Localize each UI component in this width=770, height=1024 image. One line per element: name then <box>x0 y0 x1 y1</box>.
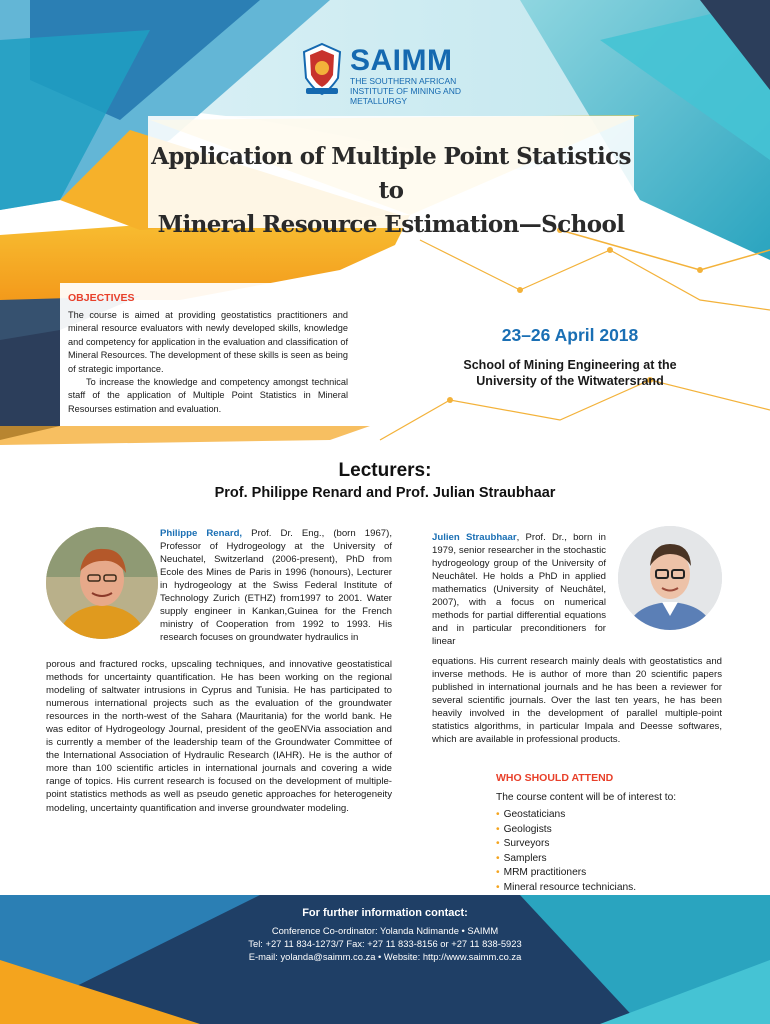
bullet-icon: • <box>496 867 500 879</box>
page-title: Application of Multiple Point Statistics to Mineral Resource Estimation—School <box>151 143 631 238</box>
bio-straubhaar-text: , Prof. Dr., born in 1979, senior researcher in the stochastic hydrogeology group of the University of Neuchâtel. He holds a PhD in applied mathematics (University of Neuchâtel, 2007), with a focus on numerical methods for partial differential equations and in particular preconditioners for linear <box>432 532 606 648</box>
objectives-heading: OBJECTIVES <box>68 292 135 304</box>
bullet-icon: • <box>496 809 500 820</box>
list-item: • MRM practitioners <box>496 867 587 879</box>
lecturers-names: Prof. Philippe Renard and Prof. Julian Straubhaar <box>214 485 556 501</box>
logo-brand: SAIMM <box>350 44 453 77</box>
list-item: • Geologists <box>496 823 552 835</box>
event-venue: School of Mining Engineering at the University of the Witwatersrand <box>463 358 677 388</box>
attend-heading: WHO SHOULD ATTEND <box>496 772 614 784</box>
crest-icon <box>300 42 344 96</box>
logo-subtitle: THE SOUTHERN AFRICAN INSTITUTE OF MINING AND METALLURGY <box>350 76 461 106</box>
bullet-icon: • <box>496 881 500 893</box>
list-item: • Samplers <box>496 852 547 864</box>
contact-heading: For further information contact: <box>302 907 468 919</box>
contact-phone: Tel: +27 11 834-1273/7 Fax: +27 11 833-8156 or +27 11 838-5923 <box>248 938 522 949</box>
objectives-para2: To increase the knowledge and competency amongst technical staff of the application of Multiple Point Statistics in Mineral Resourses estimation and evaluation. <box>68 377 348 414</box>
bio-renard-name: Philippe Renard, <box>160 528 243 539</box>
portrait-icon <box>618 526 722 630</box>
saimm-logo <box>300 42 540 106</box>
bio-straubhaar-continued: equations. His current research mainly deals with geostatistics and inverse methods. He is author of more than 20 scientific papers published in international journals and he has been a reviewer for several scientific journals. Over the last ten years, he has been heavily involved in the development of parallel multiple-point statistics algorithms, in particular Impala and Deesse softwares, which are available in professional products. <box>432 656 722 746</box>
attend-intro: The course content will be of interest to: <box>496 792 677 803</box>
bullet-icon: • <box>496 823 500 835</box>
list-item: • Geostaticians <box>496 809 566 820</box>
lecturers-heading: Lecturers: <box>338 460 432 481</box>
list-item: • Mineral resource technicians. <box>496 881 637 893</box>
bio-renard-text: Prof. Dr. Eng., (born 1967), Professor of Hydrogeology at the University of Neuchatel, Switzerland (2006-present), PhD from Ecole des Mines de Paris in 1996 (honours), Lecturer in hydrogeology at the Swiss Federal Institute of Technology Zurich (ETHZ) from1997 to 2001. Water supply engineer in Kankan,Guinea for the French ministry of Cooperation from 1992 to 1993. His research focuses on groundwater hydraulics in <box>160 528 392 644</box>
bio-renard-intro <box>160 527 392 644</box>
lecturer-photo-straubhaar <box>618 526 722 630</box>
list-item: • Surveyors <box>496 838 550 850</box>
event-date: 23–26 April 2018 <box>501 325 639 345</box>
bullet-icon: • <box>496 852 500 864</box>
bio-renard-continued: porous and fractured rocks, upscaling techniques, and innovative geostatistical methods for uncertainty quantification. He has been working on the regional modeling of saltwater intrusions in Cyprus and Tunisia. He has participated to numerous international projects such as the evaluation of the groundwater resources in the north-west of the Sahara (Mauritania) for the world bank. He was editor of Hydrogeology Journal, president of the geoENVia association and is currently a member of the leadership team of the Groundwater Committee of the International Association of Hydraulic Research (IAHR). He is the author of more than 100 scientific articles in international journals and covering a wide range of topics. His current research is focused on the development of multiple-point statistics methods as well as pseudo genetic approaches for heterogeneity modeling, uncertainty quantification and inverse groundwater modeling. <box>46 659 392 814</box>
contact-coordinator: Conference Co-ordinator: Yolanda Ndimande • SAIMM <box>271 925 499 936</box>
portrait-icon <box>46 527 158 639</box>
bullet-icon: • <box>496 838 500 850</box>
title-panel <box>148 116 634 238</box>
objectives-para1: The course is aimed at providing geostatistics practitioners and mineral resource evaluators with newly developed skills, knowledge and competency for application in the evaluation and classification of Mineral Resources. The development of these skills is seen as being of strategic importance. <box>68 310 348 374</box>
attend-list <box>496 808 636 896</box>
lecturer-photo-renard <box>46 527 158 639</box>
bio-straubhaar-name: Julien Straubhaar <box>432 532 517 543</box>
bio-straubhaar-intro <box>432 531 606 648</box>
objectives-panel <box>60 283 356 426</box>
contact-email-website[interactable]: E-mail: yolanda@saimm.co.za • Website: http://www.saimm.co.za <box>248 951 522 962</box>
